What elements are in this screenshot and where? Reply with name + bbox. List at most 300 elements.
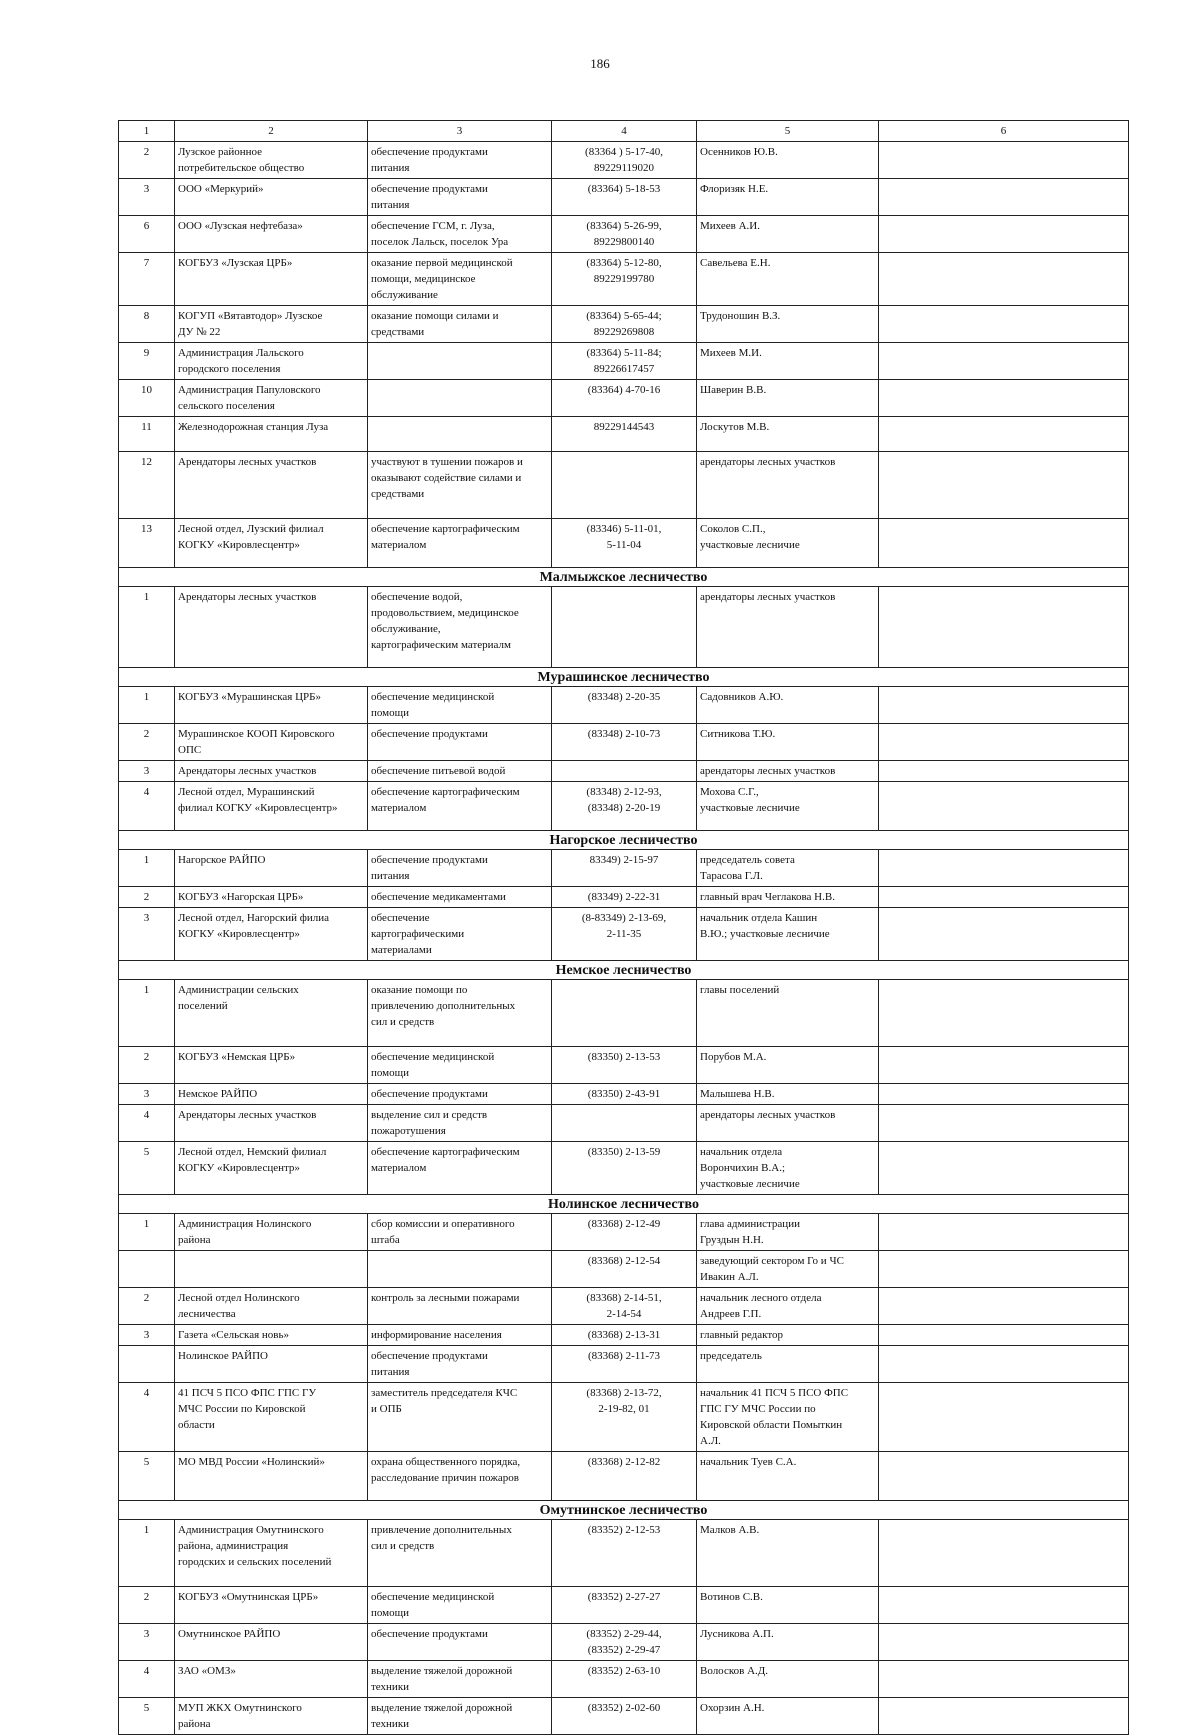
role-cell-line: обеспечение медикаментами <box>371 891 506 903</box>
header-cell-3: 3 <box>368 121 552 142</box>
phone-cell-line: (83348) 2-12-93, <box>586 786 662 798</box>
role-cell <box>368 452 552 519</box>
contact-person-cell <box>697 1288 879 1325</box>
organization-cell <box>175 179 368 216</box>
contact-person-cell-line: Садовников А.Ю. <box>700 691 784 703</box>
contact-person-cell-line: Шаверин В.В. <box>700 384 767 396</box>
contact-person-cell-line: Порубов М.А. <box>700 1051 767 1063</box>
role-cell <box>368 1047 552 1084</box>
table-row <box>119 1698 1129 1735</box>
role-cell-line: материалами <box>371 944 432 956</box>
organization-cell <box>175 1346 368 1383</box>
organization-cell-line: Лесной отдел, Нагорский филиа <box>178 912 330 924</box>
role-cell-line: помощи <box>371 707 409 719</box>
phone-cell-line: (83368) 2-13-31 <box>587 1329 661 1341</box>
contact-person-cell-line: Лусникова А.П. <box>700 1628 774 1640</box>
contact-person-cell-line: Михеев А.И. <box>700 220 760 232</box>
organization-cell <box>175 380 368 417</box>
organization-cell <box>175 253 368 306</box>
section-title-row <box>119 668 1129 687</box>
phone-cell <box>552 1105 697 1142</box>
organization-cell-line: ЗАО «ОМЗ» <box>178 1665 236 1677</box>
organization-cell-line: Арендаторы лесных участков <box>178 456 317 468</box>
contact-person-cell-line: Трудоношин В.З. <box>700 310 781 322</box>
phone-cell-line: (83368) 2-13-72, <box>586 1387 662 1399</box>
table-row <box>119 908 1129 961</box>
phone-cell <box>552 1325 697 1346</box>
organization-cell <box>175 782 368 831</box>
header-cell-4: 4 <box>552 121 697 142</box>
contact-person-cell-line: арендаторы лесных участков <box>700 591 836 603</box>
contact-person-cell-line: председатель совета <box>700 854 795 866</box>
phone-cell-line: (83352) 2-12-53 <box>587 1524 661 1536</box>
contact-person-cell-line: Ивакин А.Л. <box>700 1271 759 1283</box>
organization-cell <box>175 1624 368 1661</box>
role-cell <box>368 1084 552 1105</box>
table-row <box>119 380 1129 417</box>
section-title-row <box>119 1195 1129 1214</box>
table-row <box>119 1346 1129 1383</box>
role-cell <box>368 216 552 253</box>
phone-cell-line: (83348) 2-20-19 <box>587 802 661 814</box>
organization-cell <box>175 1214 368 1251</box>
role-cell <box>368 417 552 452</box>
organization-cell-line: Лузское районное <box>178 146 263 158</box>
role-cell-line: обеспечение картографическим <box>371 1146 520 1158</box>
table-row <box>119 519 1129 568</box>
role-cell <box>368 1452 552 1501</box>
table-row <box>119 417 1129 452</box>
table-row <box>119 1047 1129 1084</box>
organization-cell-line: Администрации сельских <box>178 984 299 996</box>
table-row <box>119 724 1129 761</box>
role-cell-line: картографическим материалм <box>371 639 511 651</box>
table-row <box>119 1105 1129 1142</box>
organization-cell-line: области <box>178 1419 215 1431</box>
role-cell <box>368 380 552 417</box>
table-row <box>119 142 1129 179</box>
role-cell-line: обеспечение водой, <box>371 591 463 603</box>
row-number: 2 <box>119 724 175 761</box>
phone-cell <box>552 1452 697 1501</box>
phone-cell-line: (83349) 2-22-31 <box>587 891 661 903</box>
phone-cell-line: (83368) 2-12-49 <box>587 1218 661 1230</box>
notes-cell <box>879 519 1129 568</box>
contact-person-cell <box>697 1325 879 1346</box>
organization-cell-line: ООО «Меркурий» <box>178 183 264 195</box>
notes-cell <box>879 1452 1129 1501</box>
role-cell-line: штаба <box>371 1234 400 1246</box>
row-number: 1 <box>119 687 175 724</box>
organization-cell <box>175 1520 368 1587</box>
role-cell <box>368 142 552 179</box>
notes-cell <box>879 380 1129 417</box>
role-cell-line: обеспечение продуктами <box>371 1628 488 1640</box>
role-cell <box>368 253 552 306</box>
table-row <box>119 1383 1129 1452</box>
role-cell-line: поселок Лальск, поселок Ура <box>371 236 509 248</box>
row-number: 6 <box>119 216 175 253</box>
notes-cell <box>879 724 1129 761</box>
role-cell <box>368 1661 552 1698</box>
header-cell-5: 5 <box>697 121 879 142</box>
organization-cell-line: Арендаторы лесных участков <box>178 591 317 603</box>
contact-person-cell <box>697 908 879 961</box>
organization-cell <box>175 1084 368 1105</box>
contact-person-cell-line: главный врач Чеглакова Н.В. <box>700 891 835 903</box>
role-cell <box>368 519 552 568</box>
organization-cell-line: района <box>178 1234 211 1246</box>
organization-cell-line: КОГБУЗ «Лузская ЦРБ» <box>178 257 293 269</box>
organization-cell-line: лесничества <box>178 1308 236 1320</box>
table-row <box>119 343 1129 380</box>
row-number: 4 <box>119 1105 175 1142</box>
role-cell-line: расследование причин пожаров <box>371 1472 519 1484</box>
contact-person-cell <box>697 587 879 668</box>
role-cell-line: обслуживание <box>371 289 438 301</box>
role-cell-line: выделение сил и средств <box>371 1109 488 1121</box>
role-cell-line: обеспечение продуктами <box>371 183 488 195</box>
organization-cell <box>175 1288 368 1325</box>
organization-cell-line: КОГБУЗ «Немская ЦРБ» <box>178 1051 296 1063</box>
organization-cell <box>175 306 368 343</box>
phone-cell-line: 2-14-54 <box>606 1308 642 1320</box>
contact-person-cell <box>697 306 879 343</box>
table-row <box>119 306 1129 343</box>
row-number: 5 <box>119 1452 175 1501</box>
contact-person-cell-line: начальник 41 ПСЧ 5 ПСО ФПС <box>700 1387 849 1399</box>
role-cell-line: помощи <box>371 1607 409 1619</box>
role-cell-line: техники <box>371 1718 410 1730</box>
organization-cell-line: филиал КОГКУ «Кировлесцентр» <box>178 802 338 814</box>
row-number: 2 <box>119 1047 175 1084</box>
contact-person-cell-line: А.Л. <box>700 1435 721 1447</box>
phone-cell <box>552 1624 697 1661</box>
row-number: 3 <box>119 179 175 216</box>
contact-person-cell <box>697 253 879 306</box>
notes-cell <box>879 306 1129 343</box>
contact-person-cell <box>697 1142 879 1195</box>
table-body <box>119 121 1129 1735</box>
table-row <box>119 587 1129 668</box>
contact-person-cell-line: начальник Туев С.А. <box>700 1456 797 1468</box>
section-title-row <box>119 961 1129 980</box>
contact-person-cell-line: арендаторы лесных участков <box>700 765 836 777</box>
organization-cell <box>175 1105 368 1142</box>
organization-cell <box>175 850 368 887</box>
phone-cell <box>552 687 697 724</box>
notes-cell <box>879 761 1129 782</box>
phone-cell-line: (83352) 2-29-47 <box>587 1644 661 1656</box>
row-number: 1 <box>119 850 175 887</box>
role-cell <box>368 782 552 831</box>
contact-person-cell <box>697 1452 879 1501</box>
organization-cell-line: Омутнинское РАЙПО <box>178 1628 281 1640</box>
phone-cell-line: (83364) 5-18-53 <box>587 183 661 195</box>
organization-cell-line: МЧС России по Кировской <box>178 1403 306 1415</box>
contact-person-cell <box>697 519 879 568</box>
notes-cell <box>879 1346 1129 1383</box>
contact-person-cell <box>697 343 879 380</box>
phone-cell <box>552 1661 697 1698</box>
phone-cell <box>552 253 697 306</box>
role-cell <box>368 887 552 908</box>
table-row <box>119 179 1129 216</box>
organization-cell-line: Арендаторы лесных участков <box>178 765 317 777</box>
phone-cell <box>552 1214 697 1251</box>
organization-cell-line: Лесной отдел, Мурашинский <box>178 786 315 798</box>
role-cell-line: обеспечение медицинской <box>371 1051 495 1063</box>
contact-person-cell-line: Флоризяк Н.Е. <box>700 183 769 195</box>
role-cell-line: обеспечение продуктами <box>371 1350 488 1362</box>
role-cell <box>368 306 552 343</box>
role-cell <box>368 343 552 380</box>
table-row <box>119 887 1129 908</box>
phone-cell-line: (83352) 2-29-44, <box>586 1628 662 1640</box>
phone-cell-line: (8-83349) 2-13-69, <box>581 912 667 924</box>
table-row <box>119 1325 1129 1346</box>
contact-person-cell-line: Тарасова Г.Л. <box>700 870 763 882</box>
contact-person-cell-line: Ворончихин В.А.; <box>700 1162 786 1174</box>
notes-cell <box>879 587 1129 668</box>
notes-cell <box>879 1661 1129 1698</box>
header-cell-1: 1 <box>119 121 175 142</box>
organization-cell-line: Нолинское РАЙПО <box>178 1350 268 1362</box>
phone-cell <box>552 1698 697 1735</box>
row-number: 5 <box>119 1142 175 1195</box>
notes-cell <box>879 1105 1129 1142</box>
role-cell-line: материалом <box>371 1162 427 1174</box>
contact-person-cell <box>697 687 879 724</box>
organization-cell <box>175 1047 368 1084</box>
contact-person-cell-line: В.Ю.; участковые лесничие <box>700 928 830 940</box>
phone-cell-line: 89226617457 <box>593 363 655 375</box>
row-number: 1 <box>119 587 175 668</box>
table-row <box>119 761 1129 782</box>
table-row <box>119 1214 1129 1251</box>
row-number: 3 <box>119 908 175 961</box>
phone-cell-line: (83348) 2-10-73 <box>587 728 661 740</box>
organization-cell-line: ООО «Лузская нефтебаза» <box>178 220 303 232</box>
organization-cell-line: Немское РАЙПО <box>178 1088 258 1100</box>
organization-cell-line: Лесной отдел, Лузский филиал <box>178 523 324 535</box>
phone-cell <box>552 1142 697 1195</box>
notes-cell <box>879 1624 1129 1661</box>
role-cell-line: контроль за лесными пожарами <box>371 1292 520 1304</box>
table-row <box>119 253 1129 306</box>
phone-cell-line: (83352) 2-63-10 <box>587 1665 661 1677</box>
contact-person-cell-line: Андреев Г.П. <box>700 1308 762 1320</box>
contact-person-cell-line: Охорзин А.Н. <box>700 1702 765 1714</box>
phone-cell <box>552 519 697 568</box>
role-cell-line: обеспечение картографическим <box>371 523 520 535</box>
role-cell <box>368 908 552 961</box>
phone-cell-line: (83368) 2-11-73 <box>588 1350 660 1362</box>
contact-person-cell-line: Волосков А.Д. <box>700 1665 769 1677</box>
row-number: 13 <box>119 519 175 568</box>
contacts-table <box>118 120 1129 1735</box>
row-number: 4 <box>119 1661 175 1698</box>
notes-cell <box>879 1587 1129 1624</box>
table-row <box>119 1661 1129 1698</box>
organization-cell-line: КОГБУЗ «Нагорская ЦРБ» <box>178 891 304 903</box>
table-row <box>119 452 1129 519</box>
contact-person-cell <box>697 1661 879 1698</box>
notes-cell <box>879 452 1129 519</box>
contact-person-cell <box>697 761 879 782</box>
contact-person-cell-line: Груздын Н.Н. <box>700 1234 764 1246</box>
organization-cell-line: городского поселения <box>178 363 281 375</box>
organization-cell-line: КОГБУЗ «Омутнинская ЦРБ» <box>178 1591 319 1603</box>
section-title: Немское лесничество <box>119 961 1129 980</box>
role-cell-line: материалом <box>371 802 427 814</box>
contact-person-cell <box>697 1624 879 1661</box>
contact-person-cell-line: Мохова С.Г., <box>700 786 759 798</box>
role-cell-line: обеспечение питьевой водой <box>371 765 506 777</box>
organization-cell-line: Администрация Папуловского <box>178 384 321 396</box>
organization-cell <box>175 1587 368 1624</box>
table-row <box>119 216 1129 253</box>
role-cell-line: помощи <box>371 1067 409 1079</box>
organization-cell-line: сельского поселения <box>178 400 275 412</box>
row-number: 3 <box>119 1624 175 1661</box>
role-cell <box>368 1325 552 1346</box>
organization-cell-line: городских и сельских поселений <box>178 1556 332 1568</box>
phone-cell <box>552 142 697 179</box>
organization-cell-line: Железнодорожная станция Луза <box>178 421 329 433</box>
role-cell-line: информирование населения <box>371 1329 502 1341</box>
header-cell-6: 6 <box>879 121 1129 142</box>
notes-cell <box>879 343 1129 380</box>
row-number: 1 <box>119 1214 175 1251</box>
phone-cell-line: (83352) 2-27-27 <box>587 1591 661 1603</box>
notes-cell <box>879 1520 1129 1587</box>
notes-cell <box>879 1698 1129 1735</box>
phone-cell <box>552 1084 697 1105</box>
notes-cell <box>879 1214 1129 1251</box>
organization-cell-line: поселений <box>178 1000 228 1012</box>
organization-cell-line: потребительское общество <box>178 162 305 174</box>
role-cell-line: техники <box>371 1681 410 1693</box>
role-cell-line: сил и средств <box>371 1540 435 1552</box>
organization-cell <box>175 519 368 568</box>
notes-cell <box>879 980 1129 1047</box>
row-number: 5 <box>119 1698 175 1735</box>
role-cell-line: сил и средств <box>371 1016 435 1028</box>
organization-cell-line: МО МВД России «Нолинский» <box>178 1456 325 1468</box>
role-cell-line: обеспечение медицинской <box>371 691 495 703</box>
phone-cell <box>552 1288 697 1325</box>
organization-cell <box>175 908 368 961</box>
contact-person-cell <box>697 782 879 831</box>
phone-cell <box>552 782 697 831</box>
organization-cell <box>175 1661 368 1698</box>
phone-cell <box>552 417 697 452</box>
contact-person-cell-line: Малышева Н.В. <box>700 1088 775 1100</box>
role-cell <box>368 687 552 724</box>
role-cell <box>368 1142 552 1195</box>
role-cell-line: помощи, медицинское <box>371 273 476 285</box>
organization-cell-line: КОГКУ «Кировлесцентр» <box>178 928 300 940</box>
row-number: 1 <box>119 980 175 1047</box>
notes-cell <box>879 1047 1129 1084</box>
contact-person-cell-line: участковые лесничие <box>700 802 800 814</box>
role-cell-line: и ОПБ <box>371 1403 402 1415</box>
organization-cell-line: Администрация Лальского <box>178 347 304 359</box>
table-row <box>119 1288 1129 1325</box>
phone-cell-line: 89229199780 <box>593 273 655 285</box>
phone-cell-line: (83368) 2-14-51, <box>586 1292 662 1304</box>
role-cell-line: материалом <box>371 539 427 551</box>
phone-cell-line: (83364) 5-65-44; <box>586 310 662 322</box>
role-cell-line: обеспечение продуктами <box>371 854 488 866</box>
organization-cell <box>175 142 368 179</box>
contact-person-cell-line: начальник отдела Кашин <box>700 912 818 924</box>
role-cell <box>368 587 552 668</box>
phone-cell-line: (83364) 4-70-16 <box>587 384 661 396</box>
role-cell-line: сбор комиссии и оперативного <box>371 1218 515 1230</box>
contact-person-cell-line: председатель <box>700 1350 762 1362</box>
contact-person-cell <box>697 1587 879 1624</box>
organization-cell-line: КОГБУЗ «Мурашинская ЦРБ» <box>178 691 321 703</box>
contact-person-cell-line: глава администрации <box>700 1218 800 1230</box>
phone-cell-line: (83350) 2-43-91 <box>587 1088 661 1100</box>
contact-person-cell-line: участковые лесничие <box>700 1178 800 1190</box>
row-number: 4 <box>119 782 175 831</box>
phone-cell <box>552 179 697 216</box>
section-title: Омутнинское лесничество <box>119 1501 1129 1520</box>
phone-cell-line: 2-19-82, 01 <box>598 1403 650 1415</box>
role-cell <box>368 980 552 1047</box>
contact-person-cell-line: заведующий сектором Го и ЧС <box>700 1255 844 1267</box>
phone-cell-line: (83348) 2-20-35 <box>587 691 661 703</box>
contact-person-cell <box>697 980 879 1047</box>
role-cell-line: обеспечение <box>371 912 430 924</box>
contact-person-cell <box>697 417 879 452</box>
row-number: 7 <box>119 253 175 306</box>
organization-cell-line: Нагорское РАЙПО <box>178 854 266 866</box>
organization-cell <box>175 1383 368 1452</box>
section-title: Нолинское лесничество <box>119 1195 1129 1214</box>
row-number <box>119 1251 175 1288</box>
role-cell <box>368 1105 552 1142</box>
section-title: Мурашинское лесничество <box>119 668 1129 687</box>
role-cell-line: обеспечение продуктами <box>371 1088 488 1100</box>
phone-cell-line: (83364 ) 5-17-40, <box>585 146 663 158</box>
role-cell-line: оказание первой медицинской <box>371 257 513 269</box>
contact-person-cell <box>697 452 879 519</box>
row-number: 3 <box>119 1084 175 1105</box>
table-row <box>119 1251 1129 1288</box>
contact-person-cell-line: Осенников Ю.В. <box>700 146 778 158</box>
role-cell-line: пожаротушения <box>371 1125 446 1137</box>
notes-cell <box>879 253 1129 306</box>
organization-cell <box>175 887 368 908</box>
phone-cell <box>552 380 697 417</box>
organization-cell-line: Арендаторы лесных участков <box>178 1109 317 1121</box>
phone-cell <box>552 724 697 761</box>
organization-cell <box>175 587 368 668</box>
contact-person-cell-line: начальник лесного отдела <box>700 1292 822 1304</box>
role-cell-line: обеспечение продуктами <box>371 146 488 158</box>
phone-cell-line: (83364) 5-26-99, <box>586 220 662 232</box>
organization-cell <box>175 1698 368 1735</box>
contact-person-cell-line: участковые лесничие <box>700 539 800 551</box>
row-number: 3 <box>119 1325 175 1346</box>
phone-cell <box>552 343 697 380</box>
role-cell-line: продовольствием, медицинское <box>371 607 519 619</box>
contact-person-cell <box>697 724 879 761</box>
